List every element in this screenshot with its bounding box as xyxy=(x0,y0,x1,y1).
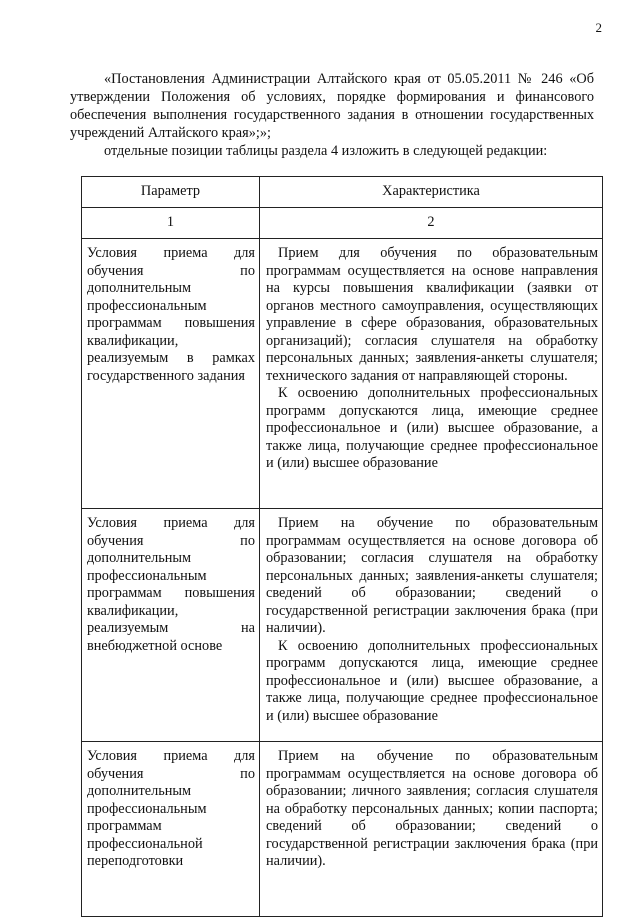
row-1-characteristic xyxy=(260,239,603,509)
row-2-paragraph-1: Прием на обучение по образовательным программам осуществляется на основе договора об образовании; согласия слушателя на обработку персональных данных; заявления-анкеты слушателя; сведений об образовании; сведений о государственной регистрации заключения брака (при наличии). xyxy=(266,515,598,636)
table-row xyxy=(82,509,603,742)
table-row xyxy=(82,239,603,509)
row-1-parameter: Условия приема для обучения по дополнительным профессиональным программам повышения квалификации, реализуемым в рамках государственного задания xyxy=(82,239,260,509)
row-2-characteristic xyxy=(260,509,603,742)
column-number-1: 1 xyxy=(82,208,260,239)
row-1-paragraph-2: К освоению дополнительных профессиональных программ допускаются лица, имеющие среднее профессиональное и (или) высшее образование, а также лица, получающие среднее профессиональное и (или) высшее образование xyxy=(266,385,598,471)
row-3-parameter: Условия приема для обучения по дополнительным профессиональным программам профессиональной переподготовки xyxy=(82,742,260,917)
intro-paragraph-1: «Постановления Администрации Алтайского края от 05.05.2011 № 246 «Об утверждении Положения об условиях, порядке формирования и финансового обеспечения выполнения государственного задания в отношении государственных учреждений Алтайского края»;»; xyxy=(70,71,594,141)
column-header-parameter: Параметр xyxy=(82,177,260,208)
parameters-table xyxy=(81,176,603,917)
row-3-paragraph-1: Прием на обучение по образовательным программам осуществляется на основе договора об образовании; личного заявления; согласия слушателя на обработку персональных данных; копии паспорта; сведений об образовании; сведений о государственной регистрации заключения брака (при наличии). xyxy=(266,748,598,869)
column-number-2: 2 xyxy=(260,208,603,239)
intro-paragraph-2: отдельные позиции таблицы раздела 4 изложить в следующей редакции: xyxy=(104,143,548,159)
row-1-paragraph-1: Прием для обучения по образовательным программам осуществляется на основе направления на курсы повышения квалификации (заявки от органов местного самоуправления, осуществляющих управление в сфере образования, образовательных организаций); согласия слушателя на обработку персональных данных; заявления-анкеты слушателя; технического задания от направляющей стороны. xyxy=(266,245,598,384)
row-2-paragraph-2: К освоению дополнительных профессиональных программ допускаются лица, имеющие среднее профессиональное и (или) высшее образование, а также лица, получающие среднее профессиональное и (или) высшее образование xyxy=(266,637,598,724)
row-2-parameter: Условия приема для обучения по дополнительным профессиональным программам повышения квалификации, реализуемым на внебюджетной основе xyxy=(82,509,260,742)
column-header-characteristic: Характеристика xyxy=(260,177,603,208)
row-3-characteristic xyxy=(260,742,603,917)
column-number-row xyxy=(82,208,603,239)
intro-text xyxy=(70,70,594,160)
table-row xyxy=(82,742,603,917)
page-number: 2 xyxy=(595,20,602,35)
table-header-row xyxy=(82,177,603,208)
